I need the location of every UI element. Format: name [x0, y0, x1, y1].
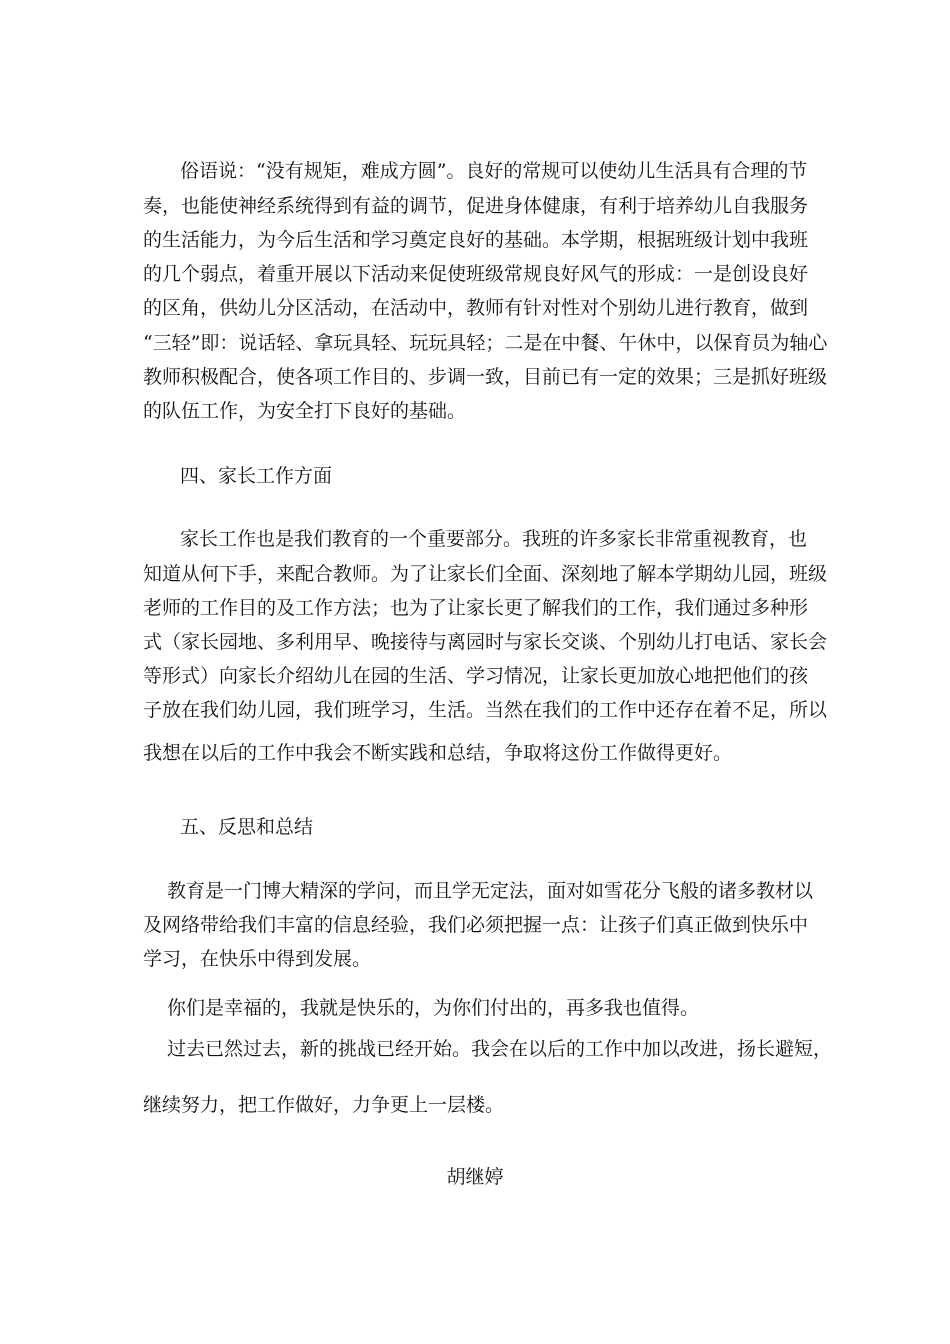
paragraph-1-line-4: 的几个弱点，着重开展以下活动来促使班级常规良好风气的形成：一是创设良好: [143, 263, 809, 285]
paragraph-1-line-2: 奏，也能使神经系统得到有益的调节，促进身体健康，有利于培养幼儿自我服务: [143, 195, 809, 217]
paragraph-2-line-2: 知道从何下手，来配合教师。为了让家长们全面、深刻地了解本学期幼儿园，班级: [143, 563, 828, 585]
paragraph-2-line-7: 我想在以后的工作中我会不断实践和总结，争取将这份工作做得更好。: [143, 742, 733, 764]
paragraph-2-line-4: 式（家长园地、多利用早、晚接待与离园时与家长交谈、个别幼儿打电话、家长会: [143, 631, 828, 653]
paragraph-1-line-6: “三轻”即：说话轻、拿玩具轻、玩玩具轻；二是在中餐、午休中，以保育员为轴心: [143, 332, 828, 354]
section-heading-4: 四、家长工作方面: [180, 465, 333, 487]
paragraph-2-line-5: 等形式）向家长介绍幼儿在园的生活、学习情况，让家长更加放心地把他们的孩: [143, 665, 809, 687]
paragraph-5-line-2: 继续努力，把工作做好，力争更上一层楼。: [143, 1094, 505, 1116]
section-heading-5: 五、反思和总结: [180, 816, 314, 838]
paragraph-3-line-2: 及网络带给我们丰富的信息经验，我们必须把握一点：让孩子们真正做到快乐中: [143, 914, 809, 936]
paragraph-2-line-3: 老师的工作目的及工作方法；也为了让家长更了解我们的工作，我们通过多种形: [143, 597, 809, 619]
paragraph-3-line-1: 教育是一门博大精深的学问，而且学无定法，面对如雪花分飞般的诸多教材以: [167, 880, 814, 902]
paragraph-4: 你们是幸福的，我就是快乐的，为你们付出的，再多我也值得。: [167, 997, 700, 1019]
paragraph-1-line-7: 教师积极配合，使各项工作目的、步调一致，目前已有一定的效果；三是抓好班级: [143, 366, 828, 388]
author-signature: 胡继婷: [446, 1166, 504, 1188]
paragraph-1-line-3: 的生活能力，为今后生活和学习奠定良好的基础。本学期，根据班级计划中我班: [143, 229, 809, 251]
paragraph-2-line-1: 家长工作也是我们教育的一个重要部分。我班的许多家长非常重视教育，也: [180, 528, 808, 550]
paragraph-5-line-1: 过去已然过去，新的挑战已经开始。我会在以后的工作中加以改进，扬长避短，: [167, 1038, 833, 1060]
paragraph-2-line-6: 子放在我们幼儿园，我们班学习，生活。当然在我们的工作中还存在着不足，所以: [143, 699, 828, 721]
paragraph-1-line-8: 的队伍工作，为安全打下良好的基础。: [143, 400, 467, 422]
paragraph-3-line-3: 学习，在快乐中得到发展。: [143, 948, 372, 970]
paragraph-1-line-1: 俗语说：“没有规矩，难成方圆”。良好的常规可以使幼儿生活具有合理的节: [180, 160, 808, 182]
paragraph-1-line-5: 的区角，供幼儿分区活动，在活动中，教师有针对性对个别幼儿进行教育，做到: [143, 297, 809, 319]
